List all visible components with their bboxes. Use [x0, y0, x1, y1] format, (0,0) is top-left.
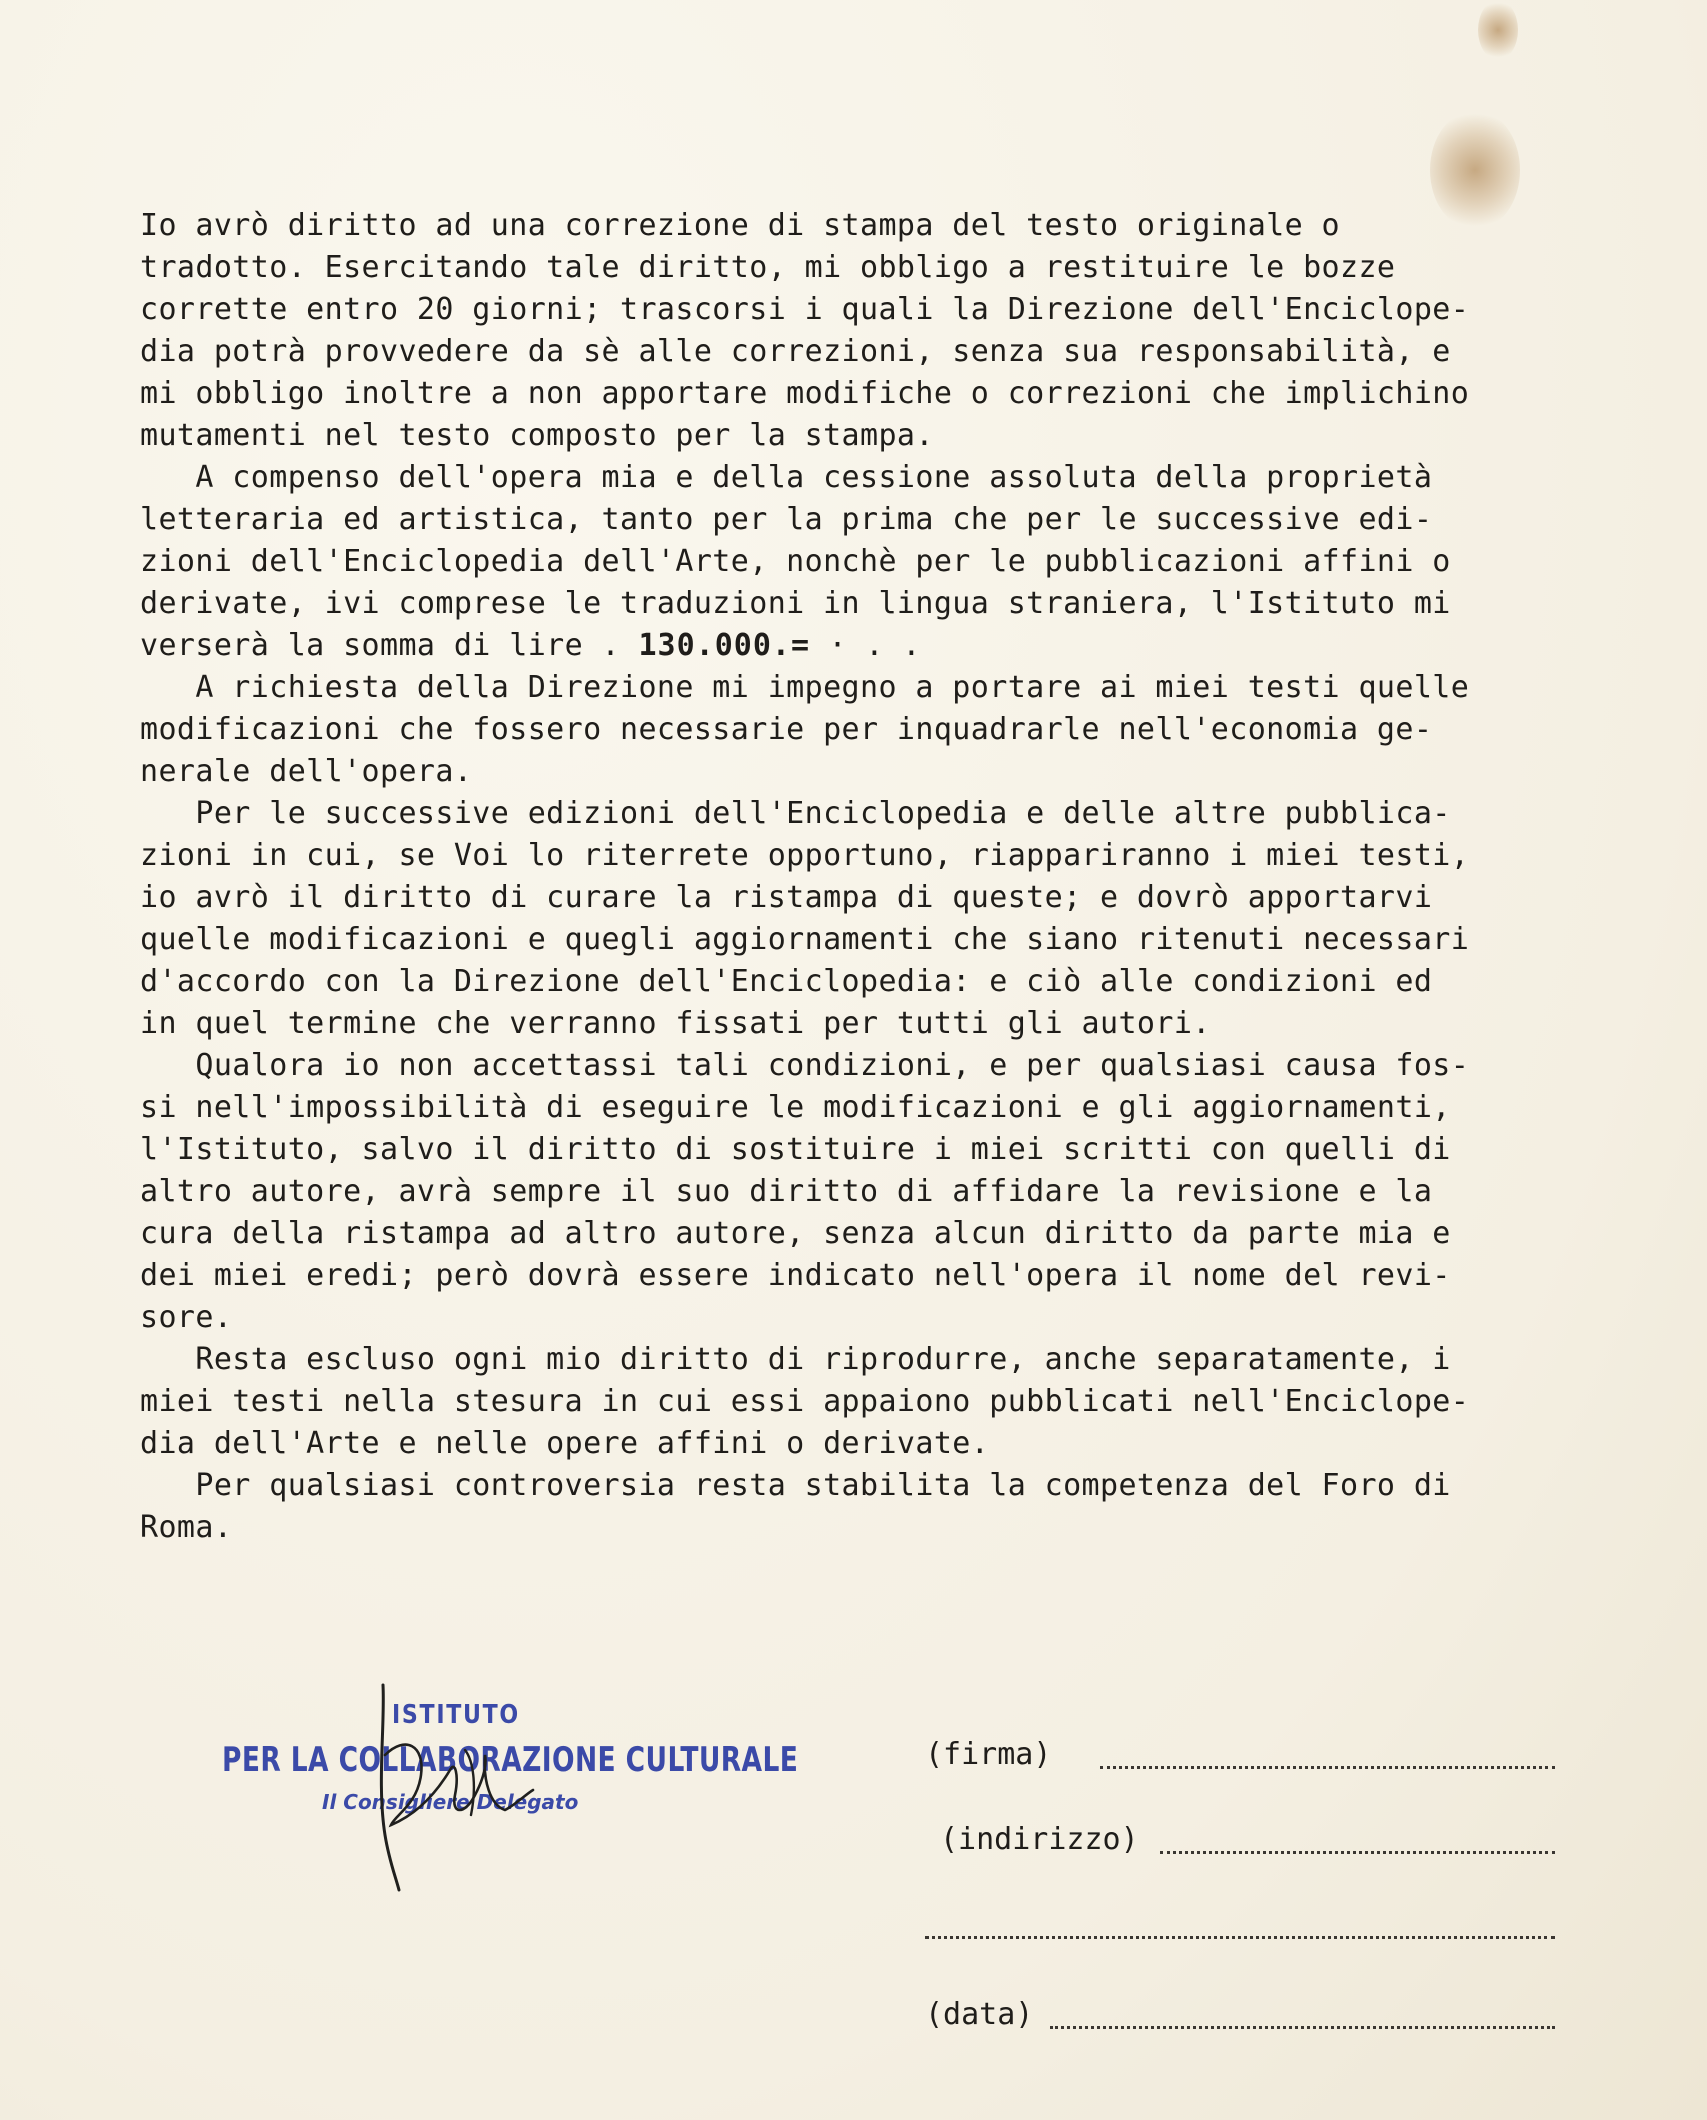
body-line: dia dell'Arte e nelle opere affini o derivate.: [140, 1426, 990, 1461]
body-line: in quel termine che verranno fissati per tutti gli autori.: [140, 1006, 1211, 1041]
body-line: modificazioni che fossero necessarie per inquadrarle nell'economia ge-: [140, 712, 1433, 747]
body-line: si nell'impossibilità di eseguire le modificazioni e gli aggiornamenti,: [140, 1090, 1451, 1125]
body-line: Roma.: [140, 1510, 233, 1545]
body-line: cura della ristampa ad altro autore, senza alcun diritto da parte mia e: [140, 1216, 1451, 1251]
body-line: mutamenti nel testo composto per la stampa.: [140, 418, 934, 453]
body-line: mi obbligo inoltre a non apportare modifiche o correzioni che implichino: [140, 376, 1470, 411]
handwritten-signature: [355, 1665, 555, 1895]
data-dotted-line[interactable]: [1050, 2026, 1555, 2029]
amount-trailing: · . .: [810, 628, 921, 663]
body-line: Resta escluso ogni mio diritto di riprodurre, anche separatamente, i: [140, 1342, 1451, 1377]
firma-dotted-line[interactable]: [1100, 1766, 1555, 1769]
body-line: nerale dell'opera.: [140, 754, 473, 789]
body-line: zioni in cui, se Voi lo riterrete opportuno, riappariranno i miei testi,: [140, 838, 1470, 873]
body-line: letteraria ed artistica, tanto per la prima che per le successive edi-: [140, 502, 1433, 537]
indirizzo-label: (indirizzo): [940, 1822, 1139, 1857]
body-line: dei miei eredi; però dovrà essere indicato nell'opera il nome del revi-: [140, 1258, 1451, 1293]
indirizzo-dotted-line[interactable]: [1160, 1851, 1555, 1854]
body-line: altro autore, avrà sempre il suo diritto di affidare la revisione e la: [140, 1174, 1433, 1209]
body-line: miei testi nella stesura in cui essi appaiono pubblicati nell'Enciclope-: [140, 1384, 1470, 1419]
firma-label: (firma): [925, 1737, 1052, 1772]
body-line: d'accordo con la Direzione dell'Enciclopedia: e ciò alle condizioni ed: [140, 964, 1433, 999]
stamp-line-2: PER LA COLLABORAZIONE CULTURALE: [222, 1740, 799, 1780]
body-line: sore.: [140, 1300, 233, 1335]
body-line: quelle modificazioni e quegli aggiornamenti che siano ritenuti necessari: [140, 922, 1470, 957]
stamp-line-3: Il Consigliere Delegato: [322, 1790, 579, 1814]
stamp-line-1: ISTITUTO: [392, 1700, 520, 1730]
body-line: l'Istituto, salvo il diritto di sostituire i miei scritti con quelli di: [140, 1132, 1451, 1167]
body-line: zioni dell'Enciclopedia dell'Arte, nonchè per le pubblicazioni affini o: [140, 544, 1451, 579]
body-line: derivate, ivi comprese le traduzioni in lingua straniera, l'Istituto mi: [140, 586, 1451, 621]
body-line: tradotto. Esercitando tale diritto, mi obbligo a restituire le bozze: [140, 250, 1396, 285]
body-line: corrette entro 20 giorni; trascorsi i quali la Direzione dell'Enciclope-: [140, 292, 1470, 327]
data-label: (data): [925, 1997, 1034, 2032]
body-line: Qualora io non accettassi tali condizioni, e per qualsiasi causa fos-: [140, 1048, 1470, 1083]
extra-dotted-line[interactable]: [925, 1936, 1555, 1939]
body-line: Per le successive edizioni dell'Enciclopedia e delle altre pubblica-: [140, 796, 1451, 831]
body-line: dia potrà provvedere da sè alle correzioni, senza sua responsabilità, e: [140, 334, 1451, 369]
body-line: A compenso dell'opera mia e della cessione assoluta della proprietà: [140, 460, 1433, 495]
body-line: Per qualsiasi controversia resta stabilita la competenza del Foro di: [140, 1468, 1451, 1503]
body-line: verserà la somma di lire .: [140, 628, 639, 663]
body-line: io avrò il diritto di curare la ristampa di queste; e dovrò apportarvi: [140, 880, 1433, 915]
body-line: A richiesta della Direzione mi impegno a portare ai miei testi quelle: [140, 670, 1470, 705]
amount-value: 130.000.=: [638, 628, 811, 663]
body-line: Io avrò diritto ad una correzione di stampa del testo originale o: [140, 208, 1340, 243]
